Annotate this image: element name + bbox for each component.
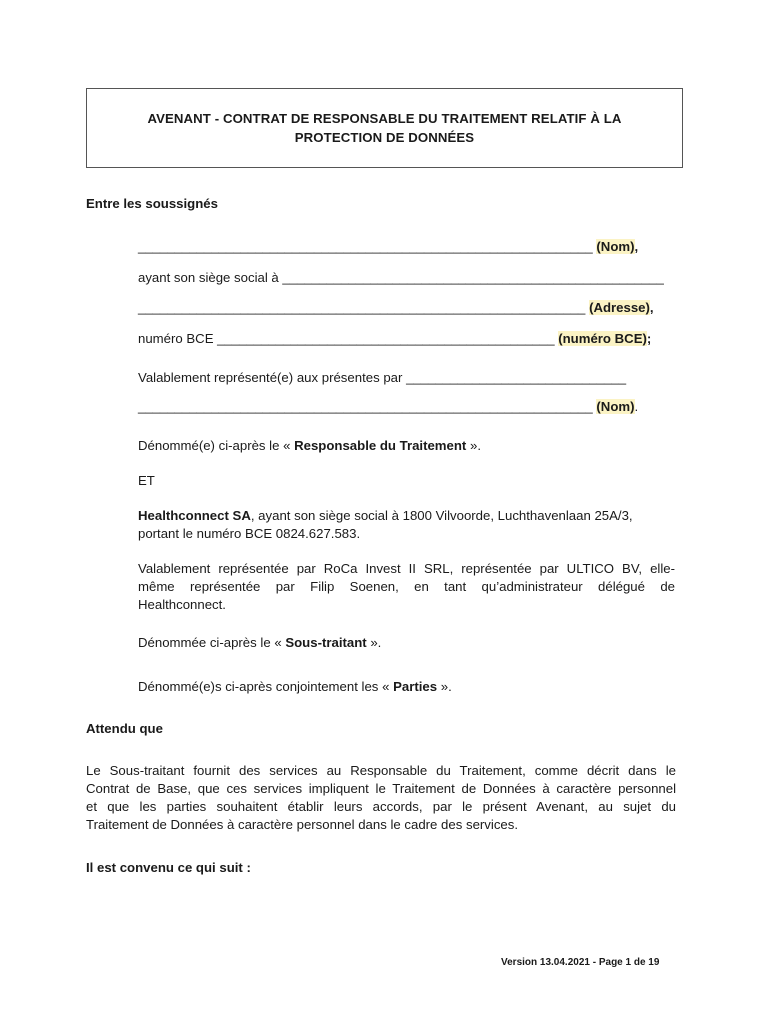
sub-suffix: ». [366, 635, 382, 650]
name-blank-2: ______________________________________________________________ [138, 399, 593, 414]
whereas-line-1: Le Sous-traitant fournit des services au Responsable du Traitement, comme décrit dans le [86, 763, 676, 778]
designation-controller [138, 437, 481, 454]
bce-label: numéro BCE [138, 331, 218, 346]
address-line [138, 299, 654, 316]
representation-line-2: même représentée par Filip Soenen, en tant qu’administrateur délégué de [138, 579, 675, 594]
name-line-2 [138, 398, 638, 415]
bce-line [138, 330, 651, 347]
represented-blank: ______________________________ [406, 370, 627, 385]
section-heading-agreed: Il est convenu ce qui suit : [86, 860, 251, 875]
sub-prefix: Dénommée ci-après le « [138, 635, 286, 650]
siege-label: ayant son siège social à [138, 270, 283, 285]
bce-semicolon: ; [646, 331, 652, 346]
name-line-1 [138, 238, 638, 255]
designation-term: Responsable du Traitement [294, 438, 467, 453]
nom-comma-1: , [634, 239, 639, 254]
siege-line [138, 269, 664, 286]
section-heading-parties: Entre les soussignés [86, 196, 218, 211]
company-name: Healthconnect SA [138, 508, 251, 523]
representation-line-1: Valablement représentée par RoCa Invest II SRL, représentée par ULTICO BV, elle- [138, 561, 675, 576]
title-line-1: AVENANT - CONTRAT DE RESPONSABLE DU TRAITEMENT RELATIF À LA [147, 111, 622, 126]
designation-prefix: Dénommé(e) ci-après le « [138, 438, 295, 453]
designation-subcontractor [138, 634, 381, 651]
nom-label-1: (Nom) [596, 239, 635, 254]
address-blank: _____________________________________________________________ [138, 300, 586, 315]
representation-line-3: Healthconnect. [138, 597, 226, 612]
title-box [86, 88, 683, 168]
bce-placeholder-label: (numéro BCE) [558, 331, 647, 346]
company-line-1 [138, 507, 633, 524]
represented-label: Valablement représenté(e) aux présentes par [138, 370, 407, 385]
adresse-label: (Adresse) [589, 300, 650, 315]
et-separator: ET [138, 473, 155, 488]
siege-blank: ____________________________________________________ [282, 270, 664, 285]
company-address: , ayant son siège social à 1800 Vilvoorde, Luchthavenlaan 25A/3, [250, 508, 633, 523]
parties-term: Parties [393, 679, 438, 694]
bce-blank: ______________________________________________ [217, 331, 555, 346]
title-line-2: PROTECTION DE DONNÉES [294, 130, 475, 145]
company-line-2: portant le numéro BCE 0824.627.583. [138, 526, 361, 541]
parties-suffix: ». [437, 679, 452, 694]
adresse-comma: , [649, 300, 654, 315]
section-heading-whereas: Attendu que [86, 721, 163, 736]
parties-prefix: Dénommé(e)s ci-après conjointement les « [138, 679, 394, 694]
designation-suffix: ». [466, 438, 481, 453]
nom-label-2: (Nom) [596, 399, 635, 414]
whereas-line-2: Contrat de Base, que ces services impliquent le Traitement de Données à caractère personnel [86, 781, 676, 796]
sub-term: Sous-traitant [285, 635, 367, 650]
page-footer: Version 13.04.2021 - Page 1 de 19 [501, 957, 660, 968]
whereas-paragraph [86, 762, 676, 834]
representation-paragraph [138, 560, 675, 614]
nom-period-2: . [634, 399, 639, 414]
whereas-line-3: et que les parties souhaitent établir leurs accords, par le présent Avenant, au sujet du [86, 799, 676, 814]
name-blank-1: ______________________________________________________________ [138, 239, 593, 254]
whereas-line-4: Traitement de Données à caractère personnel dans le cadre des services. [86, 817, 518, 832]
designation-parties [138, 678, 452, 695]
represented-line [138, 369, 626, 386]
